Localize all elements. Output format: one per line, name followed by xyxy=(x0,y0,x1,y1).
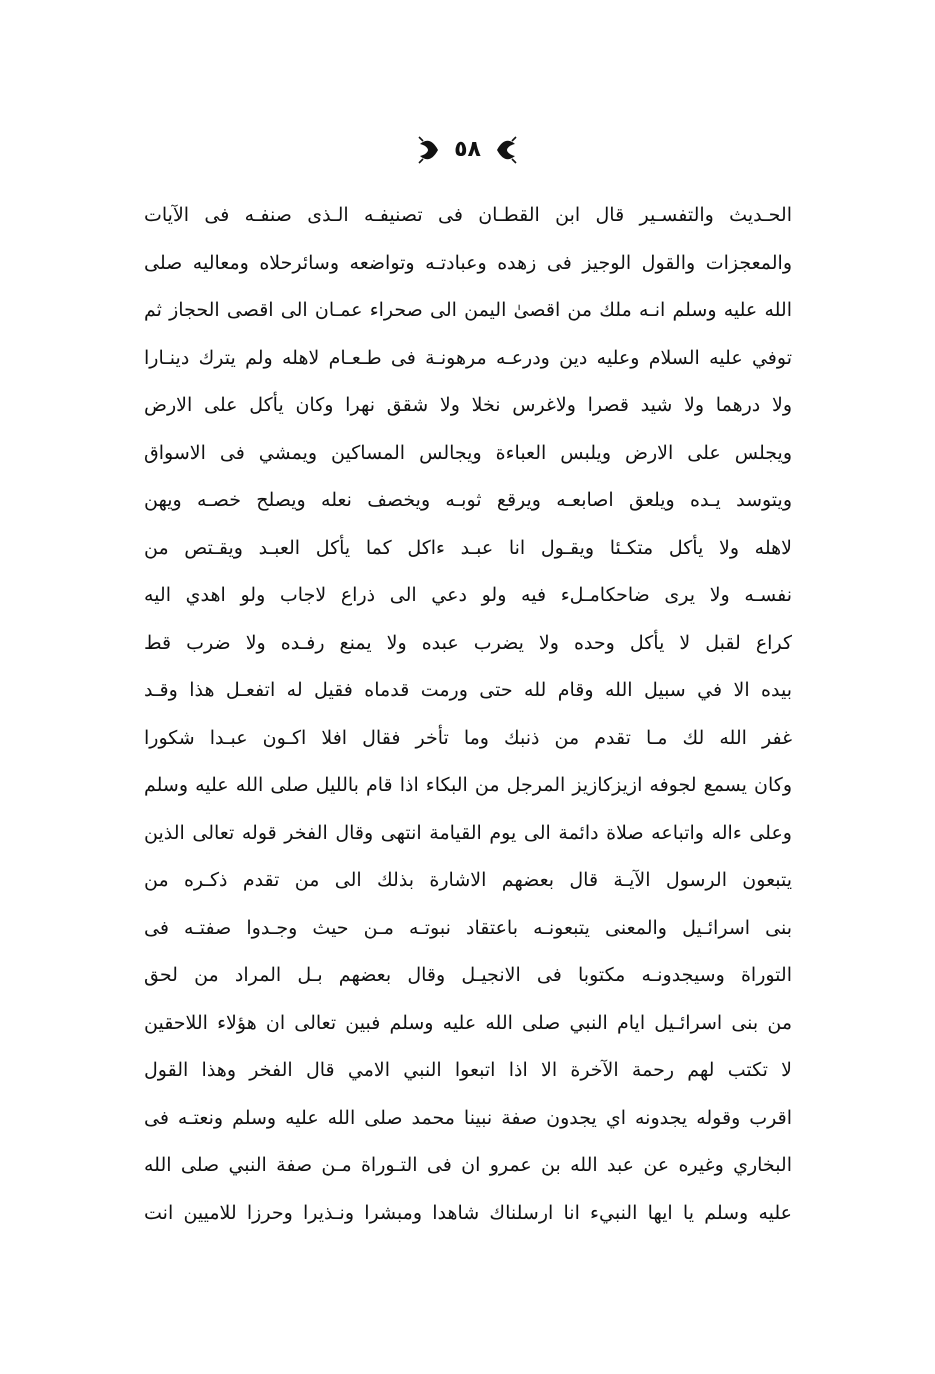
text-line-18: من بنى اسرائـيل ايام النبي صلى الله عليه وسلم فبين تعالى ان هؤلاء اللاحقين xyxy=(144,1011,792,1034)
text-line-11: بيده الا في سبيل الله وقام لله حتى ورمت قدماه فقيل له اتفعـل هذا وقـد xyxy=(144,679,792,701)
page-number: ٥٨ xyxy=(454,137,481,162)
text-line-4: توفي عليه السلام وعليه دين ودرعـه مرهونـة فى طـعـام لاهله ولم يترك دينـارا xyxy=(144,346,792,369)
text-line-8: لاهله ولا يأكل متكـئا ويقـول انا عبـد ءاكل كما يأكل العبـد ويقـتص من xyxy=(144,536,792,559)
text-line-13: وكان يسمع لجوفه ازيزكازيز المرجل من البكاء اذا قام بالليل صلى الله عليه وسلم xyxy=(144,774,792,796)
text-line-2: والمعجزات والقول الوجيز فى زهده وعبادتـه وتواضعه وسائرحلاه ومعاليه صلى xyxy=(144,251,792,274)
text-line-21: البخاري وغيره عن عبد الله بن عمرو ان فى التـوراة مـن صفة النبي صلى الله xyxy=(144,1154,792,1176)
text-line-22: عليه وسلم يا ايها النبيء انا ارسلناك شاهدا ومبشرا ونـذيرا وحرزا للاميين انت xyxy=(144,1201,792,1224)
ornament-right-icon xyxy=(495,135,517,165)
text-line-1: الحـديث والتفسـير قال ابن القطـان فى تصنيفـه الـذى صنفـه فى الآيات xyxy=(144,204,792,226)
page-header xyxy=(0,126,935,174)
text-line-5: ولا درهما ولا شيد قصرا ولاغرس نخلا ولا شقق نهرا وكان يأكل على الارض xyxy=(144,394,792,416)
text-line-16: بنى اسرائـيل والمعنى يتبعونـه باعتقاد نبوتـه مـن حيث وجـدوا صفتـه فى xyxy=(144,916,792,939)
ornament-left-icon xyxy=(418,135,440,165)
text-line-3: الله عليه وسلم انـه ملك من اقصىٰ اليمن الى صحراء عمـان الى اقصى الحجاز ثم xyxy=(144,299,792,321)
text-line-9: نفسـه ولا يرى ضاحكامـلء فيه ولو دعي الى ذراع لاجاب ولو اهدي اليه xyxy=(144,584,792,606)
text-line-6: ويجلس على الارض ويلبس العباءة ويجالس المساكين ويمشي فى الاسواق xyxy=(144,441,792,464)
text-line-10: كراع لقبل لا يأكل وحده ولا يضرب عبده ولا يمنع رفـده ولا ضرب قط xyxy=(144,631,792,654)
text-line-12: غفر الله لك مـا تقدم من ذنبك وما تأخر فقال افلا اكـون عبـدا شكورا xyxy=(144,726,792,749)
text-line-15: يتبعون الرسول الآيـة قال بعضهم الاشارة بذلك الى من تقدم ذكـره من xyxy=(144,869,792,891)
text-line-17: التوراة وسيجدونـه مكتوبا فى الانجيـل وقال بعضهم بـل المراد من لحق xyxy=(144,964,792,986)
body-text xyxy=(144,192,792,1237)
text-line-20: اقرب وقوله يجدونه اي يجدون صفة نبينا محمد صلى الله عليه وسلم ونعتـه فى xyxy=(144,1106,792,1129)
text-line-14: وعلى ءاله واتباعه صلاة دائمة الى يوم القيامة انتهى وقال الفخر قوله تعالى الذين xyxy=(144,821,792,844)
text-line-19: لا تكتب لهم رحمة الآخرة الا اذا اتبعوا النبي الامي قال الفخر وهذا القول xyxy=(144,1059,792,1081)
text-line-7: ويتوسد يـده ويلعق اصابعـه ويرقع ثوبـه ويخصف نعله ويصلح خصـه ويهن xyxy=(144,489,792,511)
